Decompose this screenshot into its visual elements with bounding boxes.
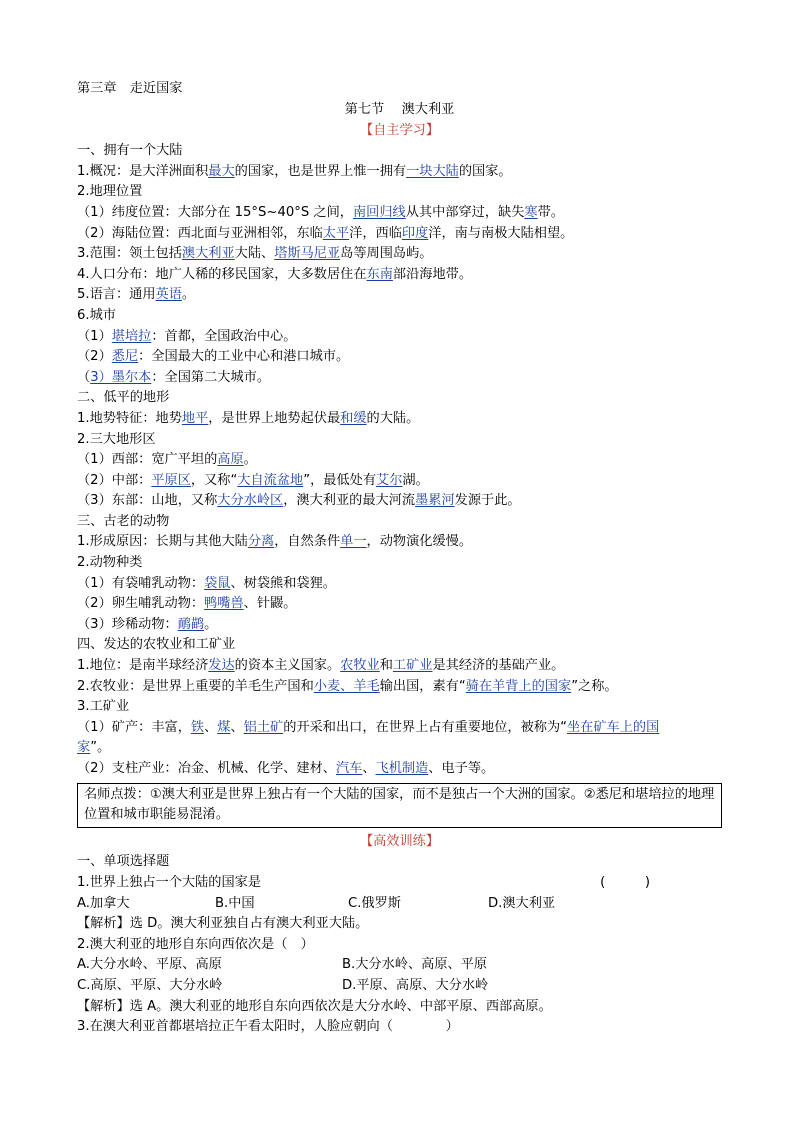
answer: 大分水岭区 — [217, 493, 284, 509]
answer: 大自流盆地 — [237, 472, 304, 488]
s2-line-2: 2.三大地形区 — [77, 431, 156, 447]
option: D.澳大利亚 — [488, 895, 556, 911]
s1-line-7: 5.语言：通用英语。 — [77, 287, 196, 303]
question-2-analysis: 【解析】选 A。澳大利亚的地形自东向西依次是大分水岭、中部平原、西部高原。 — [77, 998, 552, 1014]
s2-line-1: 1.地势特征：地势地平，是世界上地势起伏最和缓的大陆。 — [77, 410, 420, 426]
question-2-options-row-1 — [77, 955, 722, 976]
answer: 悉尼 — [111, 349, 139, 365]
answer: 家 — [77, 740, 91, 756]
answer: 汽车 — [335, 761, 363, 776]
option: C.高原、平原、大分水岭 — [77, 977, 223, 993]
question-1-analysis: 【解析】选 D。澳大利亚独自占有澳大利亚大陆。 — [77, 916, 369, 932]
option: D.平原、高原、大分水岭 — [342, 977, 489, 993]
document-page — [77, 78, 722, 1038]
s3-line-5: （3）珍稀动物：鸸鹋。 — [77, 616, 218, 632]
s1-line-6: 4.人口分布：地广人稀的移民国家，大多数居住在东南部沿海地带。 — [77, 266, 473, 282]
option: B.大分水岭、高原、平原 — [342, 957, 488, 973]
question-2-options-row-2 — [77, 976, 722, 997]
answer: 东南 — [366, 266, 393, 282]
s1-line-1: 1.概况：是大洋洲面积最大的国家，也是世界上惟一拥有一块大陆的国家。 — [77, 163, 512, 179]
answer: 平原区 — [151, 472, 191, 488]
question-section-title: 一、单项选择题 — [77, 854, 170, 870]
question-3-stem: 3.在澳大利亚首都堪培拉正午看太阳时，人脸应朝向（ ） — [77, 1019, 459, 1035]
s1-line-10: （2）悉尼：全国最大的工业中心和港口城市。 — [77, 349, 350, 365]
answer: 鸭嘴兽 — [204, 596, 244, 612]
answer-blank: ( ) — [600, 874, 650, 890]
option: B.中国 — [215, 895, 255, 911]
s3-line-3: （1）有袋哺乳动物：袋鼠、树袋熊和袋狸。 — [77, 575, 336, 591]
answer: 工矿业 — [392, 658, 433, 674]
answer: 骑在羊背上的国家 — [465, 678, 572, 694]
s1-line-4: （2）海陆位置：西北面与亚洲相邻，东临太平洋，西临印度洋，南与南极大陆相望。 — [77, 225, 574, 241]
s3-line-1: 1.形成原因：长期与其他大陆分离，自然条件单一，动物演化缓慢。 — [77, 534, 473, 550]
training-heading: 【高效训练】 — [359, 833, 440, 849]
answer: 南回归线 — [352, 204, 406, 220]
s3-line-4: （2）卵生哺乳动物：鸭嘴兽、针鼹。 — [77, 596, 297, 612]
s3-line-2: 2.动物种类 — [77, 555, 143, 571]
answer: 分离 — [247, 534, 275, 550]
answer: 寒 — [524, 204, 538, 220]
question-1-stem: 1.世界上独占一个大陆的国家是 ( ) — [77, 873, 722, 894]
answer: 发达 — [208, 658, 235, 674]
answer: 鸸鹋 — [177, 616, 205, 632]
answer: 小麦、羊毛 — [313, 678, 380, 694]
answer: 印度 — [401, 225, 429, 241]
s4-title: 四、发达的农牧业和工矿业 — [77, 637, 236, 653]
answer: 飞机制造 — [375, 761, 429, 776]
s4-line-5: （2）支柱产业：冶金、机械、化学、建材、汽车、飞机制造、电子等。 — [77, 761, 495, 776]
s4-line-4-cont: 家”。 — [77, 740, 111, 756]
answer: 地平 — [181, 410, 209, 426]
teacher-tip-box: 名师点拨：①澳大利亚是世界上独占有一个大陆的国家，而不是独占一个大洲的国家。②悉尼和堪培拉的地理位置和城市职能易混淆。 — [77, 783, 722, 828]
s1-line-8: 6.城市 — [77, 307, 116, 323]
answer: 铁 — [190, 719, 205, 735]
s4-line-1: 1.地位：是南半球经济发达的资本主义国家。农牧业和工矿业是其经济的基础产业。 — [77, 658, 565, 674]
chapter-title: 第三章 走近国家 — [77, 81, 183, 96]
answer: 太平 — [322, 225, 350, 241]
answer: 高原 — [217, 452, 244, 468]
answer: 艾尔 — [376, 472, 403, 488]
section-title: 第七节 澳大利亚 — [344, 102, 455, 117]
answer: 铝土矿 — [243, 719, 284, 735]
s1-line-11: （3）墨尔本：全国第二大城市。 — [77, 369, 271, 385]
option: A.大分水岭、平原、高原 — [77, 957, 222, 973]
answer: 农牧业 — [340, 658, 380, 674]
answer: 最大 — [208, 163, 235, 179]
answer: 塔斯马尼亚 — [274, 246, 341, 262]
answer: 墨累河 — [415, 493, 455, 509]
answer: 单一 — [340, 534, 367, 550]
option: C.俄罗斯 — [348, 895, 401, 911]
s1-line-9: （1）堪培拉：首都，全国政治中心。 — [77, 328, 297, 344]
question-2-stem: 2.澳大利亚的地形自东向西依次是（ ） — [77, 936, 314, 952]
answer: 3）墨尔本 — [90, 369, 152, 385]
s4-line-4: （1）矿产：丰富，铁、煤、铝土矿的开采和出口，在世界上占有重要地位，被称为“坐在矿车上的国 — [77, 719, 660, 735]
answer: 坐在矿车上的国 — [566, 719, 660, 735]
answer: 袋鼠 — [204, 575, 231, 591]
s2-line-4: （2）中部：平原区，又称“大自流盆地”，最低处有艾尔湖。 — [77, 472, 429, 488]
answer: 煤 — [217, 719, 231, 735]
s2-title: 二、低平的地形 — [77, 390, 170, 406]
s1-line-3: （1）纬度位置：大部分在 15°S~40°S 之间，南回归线从其中部穿过，缺失寒带。 — [77, 204, 564, 220]
s1-line-5: 3.范围：领土包括澳大利亚大陆、塔斯马尼亚岛等周围岛屿。 — [77, 246, 433, 262]
question-1-options — [77, 894, 722, 915]
s4-line-3: 3.工矿业 — [77, 699, 130, 715]
s1-line-2: 2.地理位置 — [77, 184, 143, 200]
option: A.加拿大 — [77, 895, 130, 911]
s2-line-5: （3）东部：山地，又称大分水岭区，澳大利亚的最大河流墨累河发源于此。 — [77, 493, 521, 509]
answer: 一块大陆 — [406, 163, 459, 179]
answer: 澳大利亚 — [181, 246, 235, 262]
answer: 堪培拉 — [111, 328, 152, 344]
answer: 英语 — [155, 287, 182, 303]
self-study-heading: 【自主学习】 — [359, 122, 440, 138]
s1-title: 一、拥有一个大陆 — [77, 143, 183, 159]
s2-line-3: （1）西部：宽广平坦的高原。 — [77, 452, 257, 468]
s4-line-2: 2.农牧业：是世界上重要的羊毛生产国和小麦、羊毛输出国，素有“骑在羊背上的国家”之称。 — [77, 678, 618, 694]
s3-title: 三、古老的动物 — [77, 513, 170, 529]
answer: 和缓 — [340, 410, 367, 426]
